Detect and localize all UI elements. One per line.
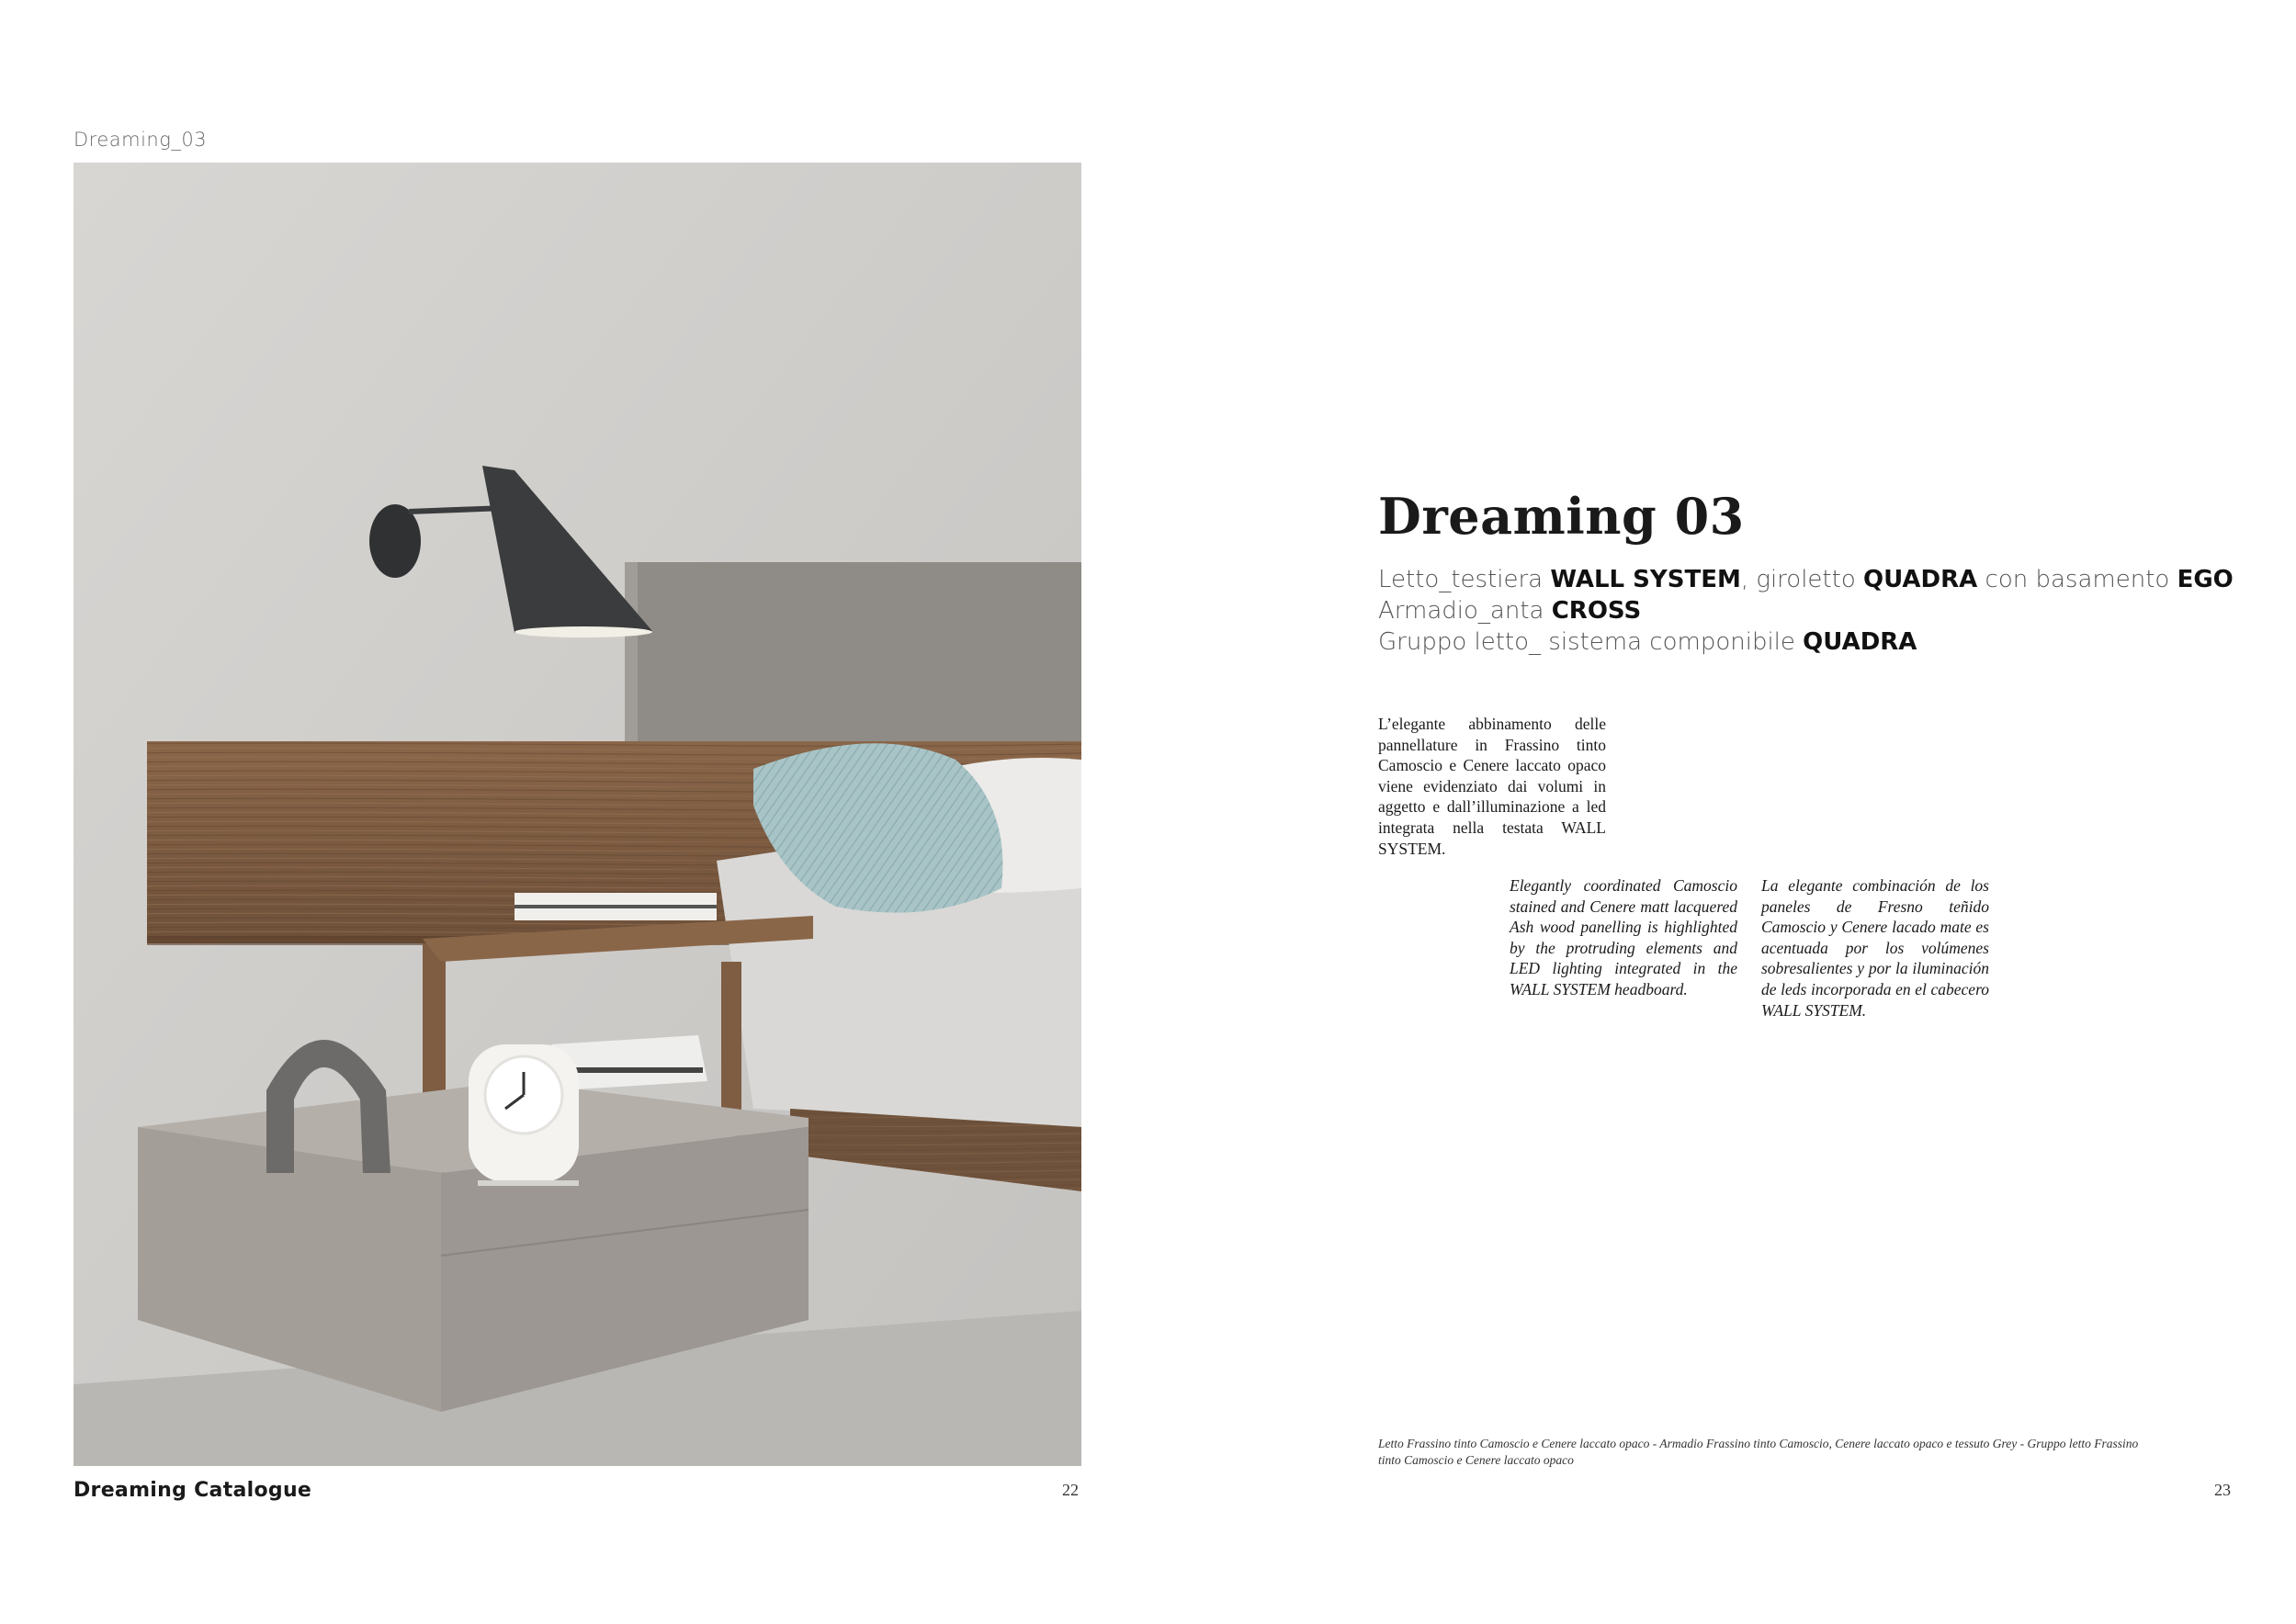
spec-product: QUADRA [1803, 628, 1917, 656]
spec-text: Gruppo letto_ sistema componibile [1378, 628, 1804, 656]
photo-caption: Letto Frassino tinto Camoscio e Cenere laccato opaco - Armadio Frassino tinto Camoscio, Cenere laccato opaco e tessuto Grey - Gruppo letto Frassino tinto Camoscio e Cenere laccato opaco [1378, 1437, 2139, 1467]
description-english: Elegantly coordinated Camoscio stained and Cenere matt lacquered Ash wood panelling is highlighted by the protruding elements and LED lighting integrated in the WALL SYSTEM headboard. [1510, 876, 1737, 998]
spec-line [1378, 595, 2234, 626]
clock [469, 1044, 579, 1186]
spec-product: EGO [2177, 566, 2234, 593]
spec-line [1378, 626, 2234, 658]
page-number-right: 23 [2214, 1481, 2231, 1499]
spec-product: CROSS [1551, 597, 1642, 625]
running-head: Dreaming_03 [74, 129, 208, 151]
spec-text: Letto_testiera [1378, 566, 1551, 593]
catalogue-title: Dreaming Catalogue [74, 1479, 312, 1502]
spec-text: con basamento [1977, 566, 2177, 593]
spec-line [1378, 564, 2234, 595]
spec-text: , giroletto [1740, 566, 1863, 593]
description-italian: L’elegante abbinamento delle pannellature in Frassino tinto Camoscio e Cenere laccato opaco viene evidenziato dai volumi in aggetto e dall’illuminazione a led integrata nella testata WALL SYSTEM. [1378, 715, 1606, 858]
page-number-left: 22 [1062, 1481, 1079, 1499]
bedroom-interior-photo [74, 163, 1081, 1466]
description-spanish: La elegante combinación de los paneles de Fresno teñido Camoscio y Cenere lacado mate es acentuada por los volúmenes sobresalientes y por la iluminación de leds incorporada en el cabecero WALL SYSTEM. [1761, 876, 1989, 1020]
article-title: Dreaming 03 [1378, 487, 1745, 546]
product-spec-lines [1378, 564, 2234, 658]
spec-product: WALL SYSTEM [1550, 566, 1741, 593]
spec-product: QUADRA [1863, 566, 1978, 593]
spec-text: Armadio_anta [1378, 597, 1552, 625]
bedroom-illustration [74, 163, 1081, 1466]
